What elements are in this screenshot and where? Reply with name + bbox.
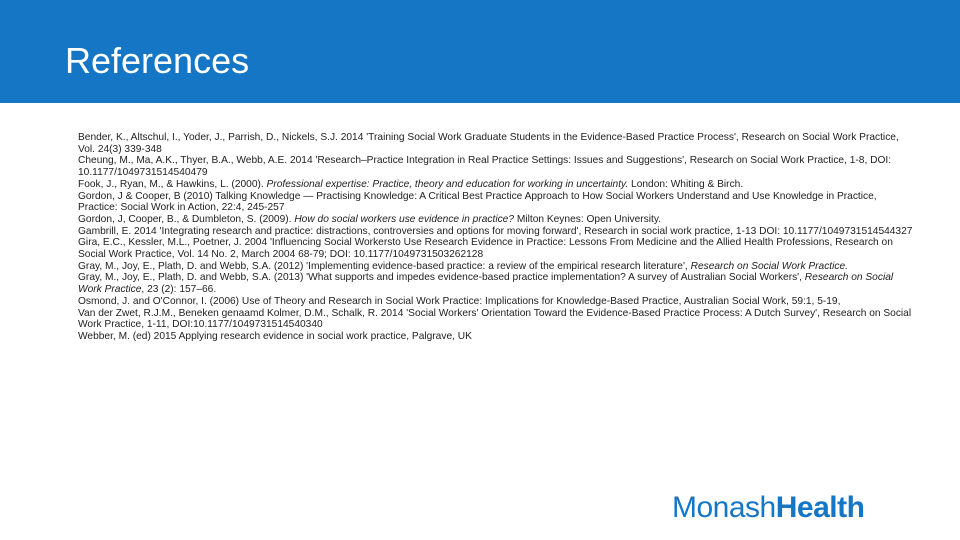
reference-text: Fook, J., Ryan, M., & Hawkins, L. (2000). — [78, 178, 267, 190]
reference-italic-text: Research on Social Work Practice. — [690, 260, 848, 272]
reference-item — [78, 296, 918, 308]
reference-text: Webber, M. (ed) 2015 Applying research evidence in social work practice, Palgrave, UK — [78, 330, 472, 342]
reference-text: Gambrill, E. 2014 'Integrating research and practice: distractions, controversies and options for moving forward', Research in social work practice, 1-13 DOI: 10.1177/1049731514544327 — [78, 225, 913, 237]
reference-item — [78, 272, 918, 295]
reference-item — [78, 261, 918, 273]
reference-item — [78, 237, 918, 260]
reference-text: Bender, K., Altschul, I., Yoder, J., Parrish, D., Nickels, S.J. 2014 'Training Social Work Graduate Students in the Evidence-Based Practice Process', Research on Social Work Practice, Vol. 24(3) 339-348 — [78, 132, 899, 155]
reference-item — [78, 308, 918, 331]
reference-text: Cheung, M., Ma, A.K., Thyer, B.A., Webb, A.E. 2014 'Research–Practice Integration in Real Practice Settings: Issues and Suggestions', Research on Social Work Practice, 1-8, DOI: 10.1177/1049731514540479 — [78, 155, 892, 179]
reference-item — [78, 214, 918, 226]
logo-text-health: Health — [775, 491, 865, 524]
slide-title: References — [65, 40, 250, 81]
reference-italic-text: Research on Social Work Practice — [78, 272, 894, 296]
reference-text: Gira, E.C., Kessler, M.L., Poetner, J. 2004 'Influencing Social Workersto Use Research Evidence in Practice: Lessons From Medicine and the Allied Health Professions, Research on Social Work Practice, Vol. 14 No. 2, March 2004 68-79; DOI: 10.1177/1049731503262128 — [78, 237, 893, 261]
reference-list — [78, 132, 918, 343]
reference-item — [78, 226, 918, 238]
reference-item — [78, 132, 918, 155]
reference-italic-text: Professional expertise: Practice, theory and education for working in uncertainty. — [266, 178, 629, 190]
title-bar — [0, 0, 960, 103]
reference-item — [78, 331, 918, 343]
reference-text: London: Whiting & Birch. — [628, 178, 744, 190]
reference-text: Van der Zwet, R.J.M., Beneken genaamd Kolmer, D.M., Schalk, R. 2014 'Social Workers' Orientation Toward the Evidence-Based Practice Process: A Dutch Survey', Research on Social Work Practice, 1-11, DOI:10.1177/1049731514540340 — [78, 307, 912, 331]
reference-italic-text: How do social workers use evidence in practice? — [294, 213, 515, 225]
reference-text: Milton Keynes: Open University. — [514, 213, 662, 225]
reference-text: , 23 (2): 157–66. — [141, 284, 217, 296]
reference-item — [78, 155, 918, 178]
reference-item — [78, 179, 918, 191]
reference-text: Osmond, J. and O'Connor, I. (2006) Use of Theory and Research in Social Work Practice: Implications for Knowledge-Based Practice, Australian Social Work, 59:1, 5-19, — [78, 295, 841, 307]
monash-health-logo — [672, 491, 864, 525]
reference-text: Gordon, J, Cooper, B., & Dumbleton, S. (2009). — [78, 213, 295, 225]
reference-text: Gray, M., Joy, E., Plath, D. and Webb, S.A. (2012) 'Implementing evidence-based practice: a review of the empirical research literature', — [78, 260, 691, 272]
reference-text: Gray, M., Joy, E., Plath, D. and Webb, S.A. (2013) 'What supports and impedes evidence-based practice implementation? A survey of Australian Social Workers', — [78, 272, 805, 284]
reference-item — [78, 191, 918, 214]
logo-text-monash: Monash — [672, 491, 776, 524]
reference-text: Gordon, J & Cooper, B (2010) Talking Knowledge — Practising Knowledge: A Critical Best Practice Approach to How Social Workers Understand and Use Knowledge in Practice, Practice: Social Work in Action, 22:4, 245-257 — [78, 190, 877, 214]
